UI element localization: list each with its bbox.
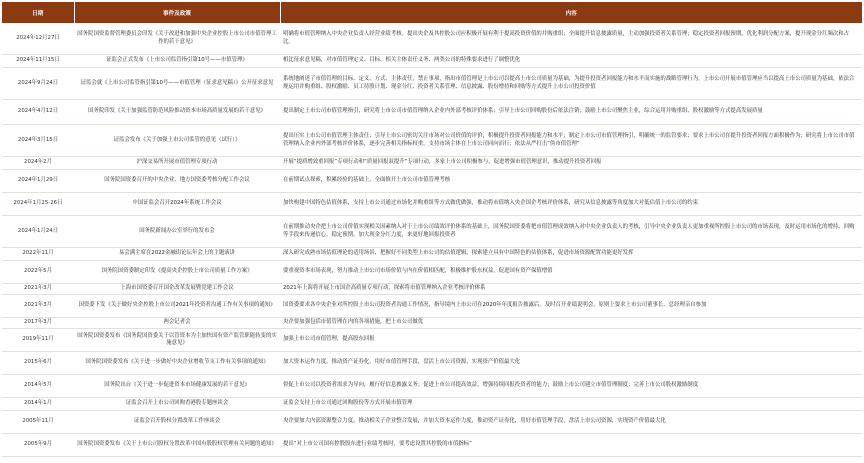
policy-table [2, 2, 862, 457]
table-row [2, 157, 862, 170]
event-cell: 两会记者会 [74, 318, 280, 329]
event-cell: 国务院国资委发布《关于进一步做好中央企业增收节支工作有关事项的通知》 [74, 352, 280, 375]
date-cell: 2024年9月24日 [2, 68, 74, 100]
table-row [2, 248, 862, 261]
date-cell: 2014年1月 [2, 398, 74, 411]
date-cell: 2017年3月 [2, 318, 74, 329]
date-cell: 2024年1月29日 [2, 170, 74, 193]
content-cell: 加大资本运作力度，推动资产证券化，用好市值管理手段，盘活上市公司资源，实现资产价值最大化 [280, 352, 862, 375]
content-cell: 开展“提质增效重回报”专项行动和“质量回报双提升”专项行动，多家上市公司积极参与，促进增强市值管理意识，推动提升投资者回报 [280, 157, 862, 170]
date-cell: 2005年11月 [2, 411, 74, 434]
event-cell: 国务院新闻办公室举行的发布会 [74, 216, 280, 248]
table-row [2, 55, 862, 68]
content-cell: 督促上市公司以投资者需求为导向，履行好信息披露义务；促进上市公司提高效益，增强持续回报投资者的能力；鼓励上市公司建立市值管理制度；完善上市公司股权激励制度 [280, 375, 862, 398]
table-row [2, 216, 862, 248]
event-cell: 国务院国资委制定印发《提高央企控股上市公司质量工作方案》 [74, 261, 280, 284]
table-row [2, 100, 862, 125]
table-row [2, 329, 862, 352]
date-cell: 2024年3月15日 [2, 125, 74, 157]
content-cell: 央企要加大内部资源整合力度，推动相关子企业整合发展，并加大资本运作力度，推动资产证券化，用好市值管理手段，盘活上市公司资源，实现资产价值最大化 [280, 411, 862, 434]
content-cell: 在前期试点探索，积累经验的基础上，全面推开上市公司市值管理考核 [280, 170, 862, 193]
content-cell: 系统地阐述了市值管理的目标、定义、方式、主体责任，禁止事项，指出市值管理是上市公司以提高上市公司质量为基础，为提升投资者回报能力和水平而实施的战略管理行为。上市公司开展市值管理应当以提高上市公司质量为基础，依法合规运用并购重组、股权激励、员工持股计划、现金分红、投资者关系管理、信息披露、股份增持和回购等方式提升上市公司投资价值 [280, 68, 862, 100]
table-row [2, 295, 862, 318]
table-row [2, 398, 862, 411]
table-header-row [2, 2, 862, 23]
event-cell: 国务院出台《关于进一步促进资本市场健康发展的若干意见》 [74, 375, 280, 398]
header-event: 事件及政策 [74, 2, 280, 23]
date-cell: 2024年12月27日 [2, 23, 74, 55]
table-row [2, 68, 862, 100]
date-cell: 2015年6月 [2, 352, 74, 375]
content-cell: 提出压实上市公司市值管理主体责任；引导上市公司密切关注市场对公司价值的评价，积极提升投资者回报能力和水平；制定上市公司市值管理指引，明确统一的监管要求；要求上市公司在提升投资者回报方面积极作为；研究将上市公司市值管理纳入企业内外部考核评价体系，逐步完善相关指标权重，支持市场主体在上市公司同向而行；依法从严打击“伪市值管理” [280, 125, 862, 157]
date-cell: 2014年5月 [2, 375, 74, 398]
event-cell: 国资委下发《关于做好央企控股上市公司2021年投资者沟通工作有关事项的通知》 [74, 295, 280, 318]
table-row [2, 375, 862, 398]
content-cell: 国资委要求各中央企业对所控股上市公司投资者沟通工作情况，指导境内上市公司在2020年年度报告披露后，及时召开业绩说明会，原则上要求上市公司董事长、总经理亲自参加 [280, 295, 862, 318]
content-cell: 提出“对上市公司国有控股股东进行业绩考核时，要考虑设置其控股的市值指标” [280, 434, 862, 457]
date-cell: 2024年2月 [2, 157, 74, 170]
content-cell: 加快构建中国特色估值体系，支持上市公司通过市场化并购重组等方式做优做强，推动将市值纳入央企国企考核评价体系，研究从信息披露等角度加大对低估值上市公司的约束 [280, 193, 862, 216]
table-row [2, 125, 862, 157]
event-cell: 易会满主席在2022金融街论坛年会上的主题演讲 [74, 248, 280, 261]
table-row [2, 23, 862, 55]
content-cell: 2021年上海将开展上市国企高质量专项行动，探索将市值管理纳入企业考核评价体系 [280, 284, 862, 295]
date-cell: 2022年5月 [2, 261, 74, 284]
event-cell: 国务院印发《关于加强监管防范风险推动资本市场高质量发展的若干意见》 [74, 100, 280, 125]
header-content: 内容 [280, 2, 862, 23]
date-cell: 2021年3月 [2, 284, 74, 295]
event-cell: 国务院国资委发布《国务院国资委关于以管资本为主加快国有资产监管职能转变的实施意见》 [74, 329, 280, 352]
date-cell: 2024年1月25-26日 [2, 193, 74, 216]
content-cell: 在前期推动央企把上市公司价值实现相关因素纳入对于上市公司绩效评价体系的基础上，国务院国资委将把市值管理成效纳入对中央企业负责人的考核，引导中央企业负责人更加重视所控股上市公司的市场表现，及时运用市场化的增持、回购等手段来传递信心，稳定预期，加大现金分红力度，来更好地回报投资者 [280, 216, 862, 248]
event-cell: 上海市国资委召开国企改革发展暨党建工作会议 [74, 284, 280, 295]
date-cell: 2005年9月 [2, 434, 74, 457]
table-row [2, 193, 862, 216]
date-cell: 2024年4月12日 [2, 100, 74, 125]
header-date: 日期 [2, 2, 74, 23]
event-cell: 证监会正式发布《上市公司监管指引第10号——市值管理》 [74, 55, 280, 68]
date-cell: 2019年11月 [2, 329, 74, 352]
event-cell: 国务院国资委召开的中央企业、地方国资委考核分配工作会议 [74, 170, 280, 193]
event-cell: 证监会就《上市公司监管指引第10号——市值管理（征求意见稿）》公开征求意见 [74, 68, 280, 100]
event-cell: 证监会发布《关于加强上市公司监管的意见（试行）》 [74, 125, 280, 157]
table-row [2, 411, 862, 434]
table-row [2, 352, 862, 375]
content-cell: 深入研究成熟市场估值理论的适用场景，把握好不同类型上市公司的估值逻辑，探索建立具有中国特色的估值体系，促进市场资源配置功能更好发挥 [280, 248, 862, 261]
content-cell: 证监会支持上市公司通过回购股份等方式开展市值管理 [280, 398, 862, 411]
table-row [2, 261, 862, 284]
date-cell: 2024年11月15日 [2, 55, 74, 68]
event-cell: 国务院国资监督管理委员会印发《关于改进和加强中央企业控股上市公司市值管理工作的若干意见》 [74, 23, 280, 55]
table-row [2, 434, 862, 457]
table-row [2, 284, 862, 295]
table-row [2, 318, 862, 329]
content-cell: 要重视资本市场表现，努力推动上市公司市场价值与内在价值相匹配，积极维护股东权益，促进国有资产保值增值 [280, 261, 862, 284]
event-cell: 沪深交易所开展市值管理专项行动 [74, 157, 280, 170]
content-cell: 相比征求意见稿，对市值管理定义、目标、相关主体责任义务、两类公司的特殊要求进行了调整优化 [280, 55, 862, 68]
event-cell: 国务院国资委发布《关于上市公司股权分置改革中国有股股权管理有关问题的通知》 [74, 434, 280, 457]
content-cell: 央企要加强包括市值管理在内的各项措施，把上市公司做优 [280, 318, 862, 329]
date-cell: 2022年11月 [2, 248, 74, 261]
content-cell: 明确将市值管理纳入中央企业负责人经营业绩考核。提出央企及其控股公司应积极开展有利于提高投资价值的并购重组；全面提升信息披露质量，主动加强投资者关系管理；稳定投资者回报预期，优化利润分配方案，提升现金分红频次和占比。 [280, 23, 862, 55]
table-row [2, 170, 862, 193]
content-cell: 提出制定上市公司市值管理指引，研究将上市公司市值管理纳入企业内外部考核评价体系；引导上市公司回购股份后依法注销；鼓励上市公司聚焦主业，综合运用并购重组、股权激励等方式提高发展质量 [280, 100, 862, 125]
date-cell: 2021年3月 [2, 295, 74, 318]
event-cell: 证监会召开上市公司回购香港股专题座谈会 [74, 398, 280, 411]
date-cell: 2024年1月24日 [2, 216, 74, 248]
event-cell: 中国证监会召开2024年系统工作会议 [74, 193, 280, 216]
event-cell: 证监会召开股权分置改革工作座谈会 [74, 411, 280, 434]
content-cell: 加强上市公司市值管理，提高股东回报 [280, 329, 862, 352]
